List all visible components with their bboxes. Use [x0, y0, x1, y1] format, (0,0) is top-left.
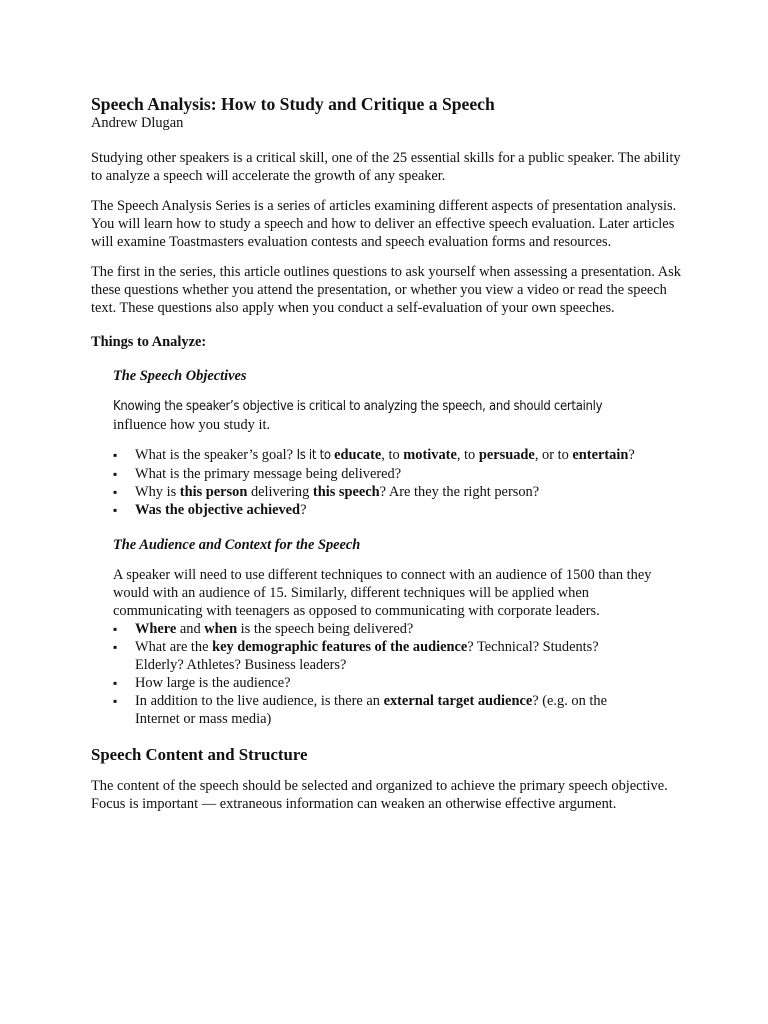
- bullet-text: ? Technical? Students? Elderly? Athletes? Business leaders?: [135, 639, 599, 673]
- bullet-text: , or to: [534, 447, 573, 463]
- bullet-text: ? Are they the right person?: [379, 484, 540, 500]
- bullet-bold-text: external target audience: [383, 693, 533, 709]
- bullet-text: , to: [381, 447, 404, 463]
- bullet-text: What is the speaker’s goal?: [135, 447, 297, 463]
- bullet-text: ?: [628, 447, 635, 463]
- bullet-bold-text: Was the objective achieved: [135, 502, 301, 518]
- bullet-text: delivering: [247, 484, 313, 500]
- list-item: [113, 483, 681, 501]
- list-item: [113, 501, 681, 519]
- bullet-text: ?: [300, 502, 307, 518]
- speech-content-paragraph: The content of the speech should be selected and organized to achieve the primary speech objective. Focus is important — extraneous information can weaken an otherwise effective argument.: [91, 778, 668, 812]
- list-item: ▪ What is the primary message being delivered?: [113, 465, 681, 483]
- audience-bullet-list: [113, 620, 681, 728]
- objectives-intro-line: Knowing the speaker’s objective is critical to analyzing the speech, and should certainly: [113, 399, 603, 414]
- bullet-bold-text: this speech: [312, 484, 380, 500]
- bullet-bold-text: persuade: [478, 447, 535, 463]
- document-title: Speech Analysis: How to Study and Critique a Speech: [91, 94, 495, 114]
- intro-paragraph-2: The Speech Analysis Series is a series of articles examining different aspects of presentation analysis. You will learn how to study a speech and how to deliver an effective speech evaluation. Later articles will examine Toastmasters evaluation contests and speech evaluation forms and resources.: [91, 198, 677, 250]
- bullet-bold-text: educate: [334, 447, 382, 463]
- bullet-text: Is it to: [296, 448, 335, 463]
- speech-objectives-heading: The Speech Objectives: [113, 368, 247, 384]
- bullet-text: In addition to the live audience, is there an: [135, 693, 384, 709]
- bullet-text: is the speech being delivered?: [237, 621, 414, 637]
- objectives-bullet-list: [113, 446, 681, 519]
- audience-context-intro: A speaker will need to use different techniques to connect with an audience of 1500 than they would with an audience of 15. Similarly, different techniques will be applied when communicating with teenagers as opposed to communicating with corporate leaders.: [113, 567, 652, 619]
- bullet-bold-text: this person: [179, 484, 248, 500]
- list-item: [113, 620, 681, 638]
- bullet-text: Why is: [135, 484, 180, 500]
- document-content: [91, 94, 681, 825]
- bullet-text: , to: [456, 447, 479, 463]
- objectives-intro-tail: influence how you study it.: [113, 417, 271, 433]
- list-item: [113, 638, 681, 674]
- bullet-text: and: [176, 621, 205, 637]
- list-item: ▪ How large is the audience?: [113, 674, 681, 692]
- bullet-bold-text: when: [204, 621, 238, 637]
- bullet-text: What are the: [135, 639, 213, 655]
- list-item: [113, 446, 681, 465]
- list-item: [113, 692, 681, 728]
- bullet-bold-text: Where: [135, 621, 177, 637]
- things-to-analyze-heading: Things to Analyze:: [91, 334, 207, 350]
- intro-paragraph-3: The first in the series, this article outlines questions to ask yourself when assessing a presentation. Ask these questions whether you attend the presentation, or whether you view a video or read the speech text. These questions also apply when you conduct a self-evaluation of your own speeches.: [91, 264, 681, 316]
- author-name: Andrew Dlugan: [91, 115, 184, 131]
- bullet-text: ? (e.g. on the Internet or mass media): [135, 693, 607, 727]
- bullet-bold-text: entertain: [572, 447, 629, 463]
- bullet-bold-text: key demographic features of the audience: [212, 639, 468, 655]
- intro-paragraph-1: Studying other speakers is a critical skill, one of the 25 essential skills for a public speaker. The ability to analyze a speech will accelerate the growth of any speaker.: [91, 150, 681, 184]
- audience-context-heading: The Audience and Context for the Speech: [113, 537, 361, 553]
- speech-objectives-intro: [113, 397, 681, 434]
- bullet-bold-text: motivate: [403, 447, 457, 463]
- speech-objectives-section: [113, 367, 681, 728]
- speech-content-structure-heading: Speech Content and Structure: [91, 745, 308, 764]
